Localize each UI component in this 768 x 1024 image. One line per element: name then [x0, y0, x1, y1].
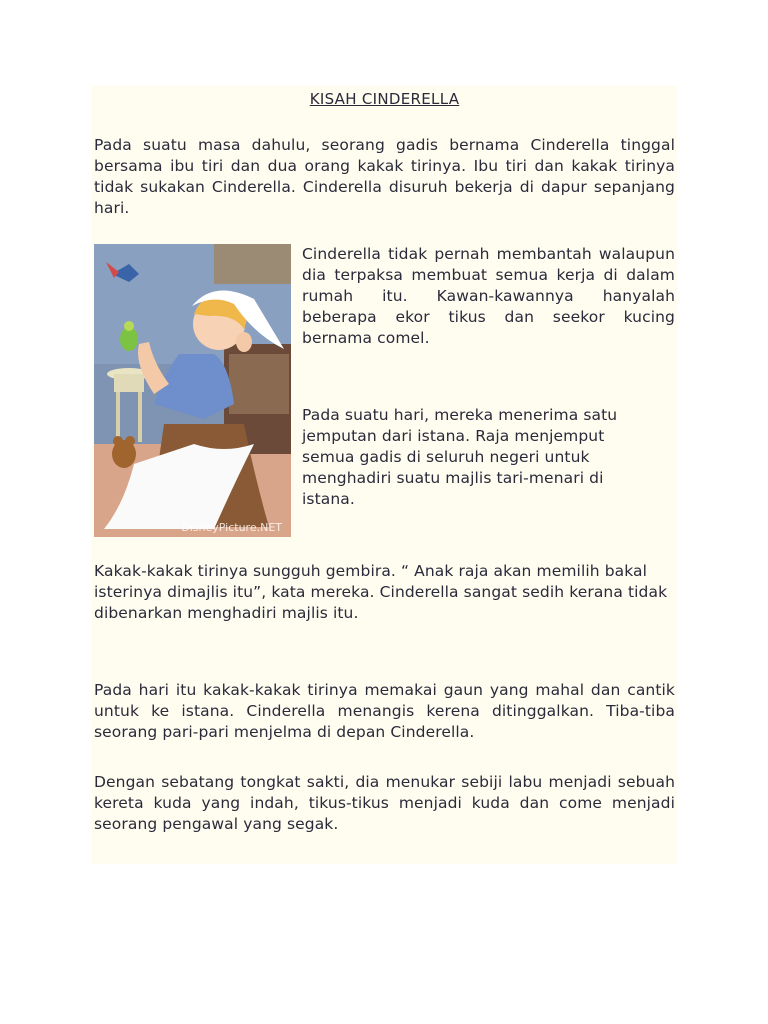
paragraph-2: Cinderella tidak pernah membantah walaupun dia terpaksa membuat semua kerja di dalam rumah itu. Kawan-kawannya hanyalah beberapa ekor tikus dan seekor kucing bernama comel. — [302, 245, 675, 347]
paragraph-5: Pada hari itu kakak-kakak tirinya memakai gaun yang mahal dan cantik untuk ke istana. Cinderella menangis kerena ditinggalkan. Tiba-tiba seorang pari-pari menjelma di depan Cinderella. — [94, 681, 675, 741]
paragraph-6: Dengan sebatang tongkat sakti, dia menukar sebiji labu menjadi sebuah kereta kuda yang indah, tikus-tikus menjadi kuda dan come menjadi seorang pengawal yang segak. — [94, 773, 675, 833]
paragraph-4: Kakak-kakak tirinya sungguh gembira. “ Anak raja akan memilih bakal isterinya dimajlis itu”, kata mereka. Cinderella sangat sedih kerana tidak dibenarkan menghadiri majlis itu. — [94, 562, 668, 622]
page-title: KISAH CINDERELLA — [309, 90, 460, 108]
paragraph-1: Pada suatu masa dahulu, seorang gadis bernama Cinderella tinggal bersama ibu tiri dan dua orang kakak tirinya. Ibu tiri dan kakak tirinya tidak sukakan Cinderella. Cinderella disuruh bekerja di dapur sepanjang hari. — [94, 136, 675, 217]
cinderella-illustration — [94, 244, 291, 537]
paragraph-3: Pada suatu hari, mereka menerima satu jemputan dari istana. Raja menjemput semua gadis di seluruh negeri untuk menghadiri suatu majlis tari-menari di istana. — [302, 406, 618, 508]
illustration-watermark: DisneyPicture.NET — [181, 521, 282, 534]
